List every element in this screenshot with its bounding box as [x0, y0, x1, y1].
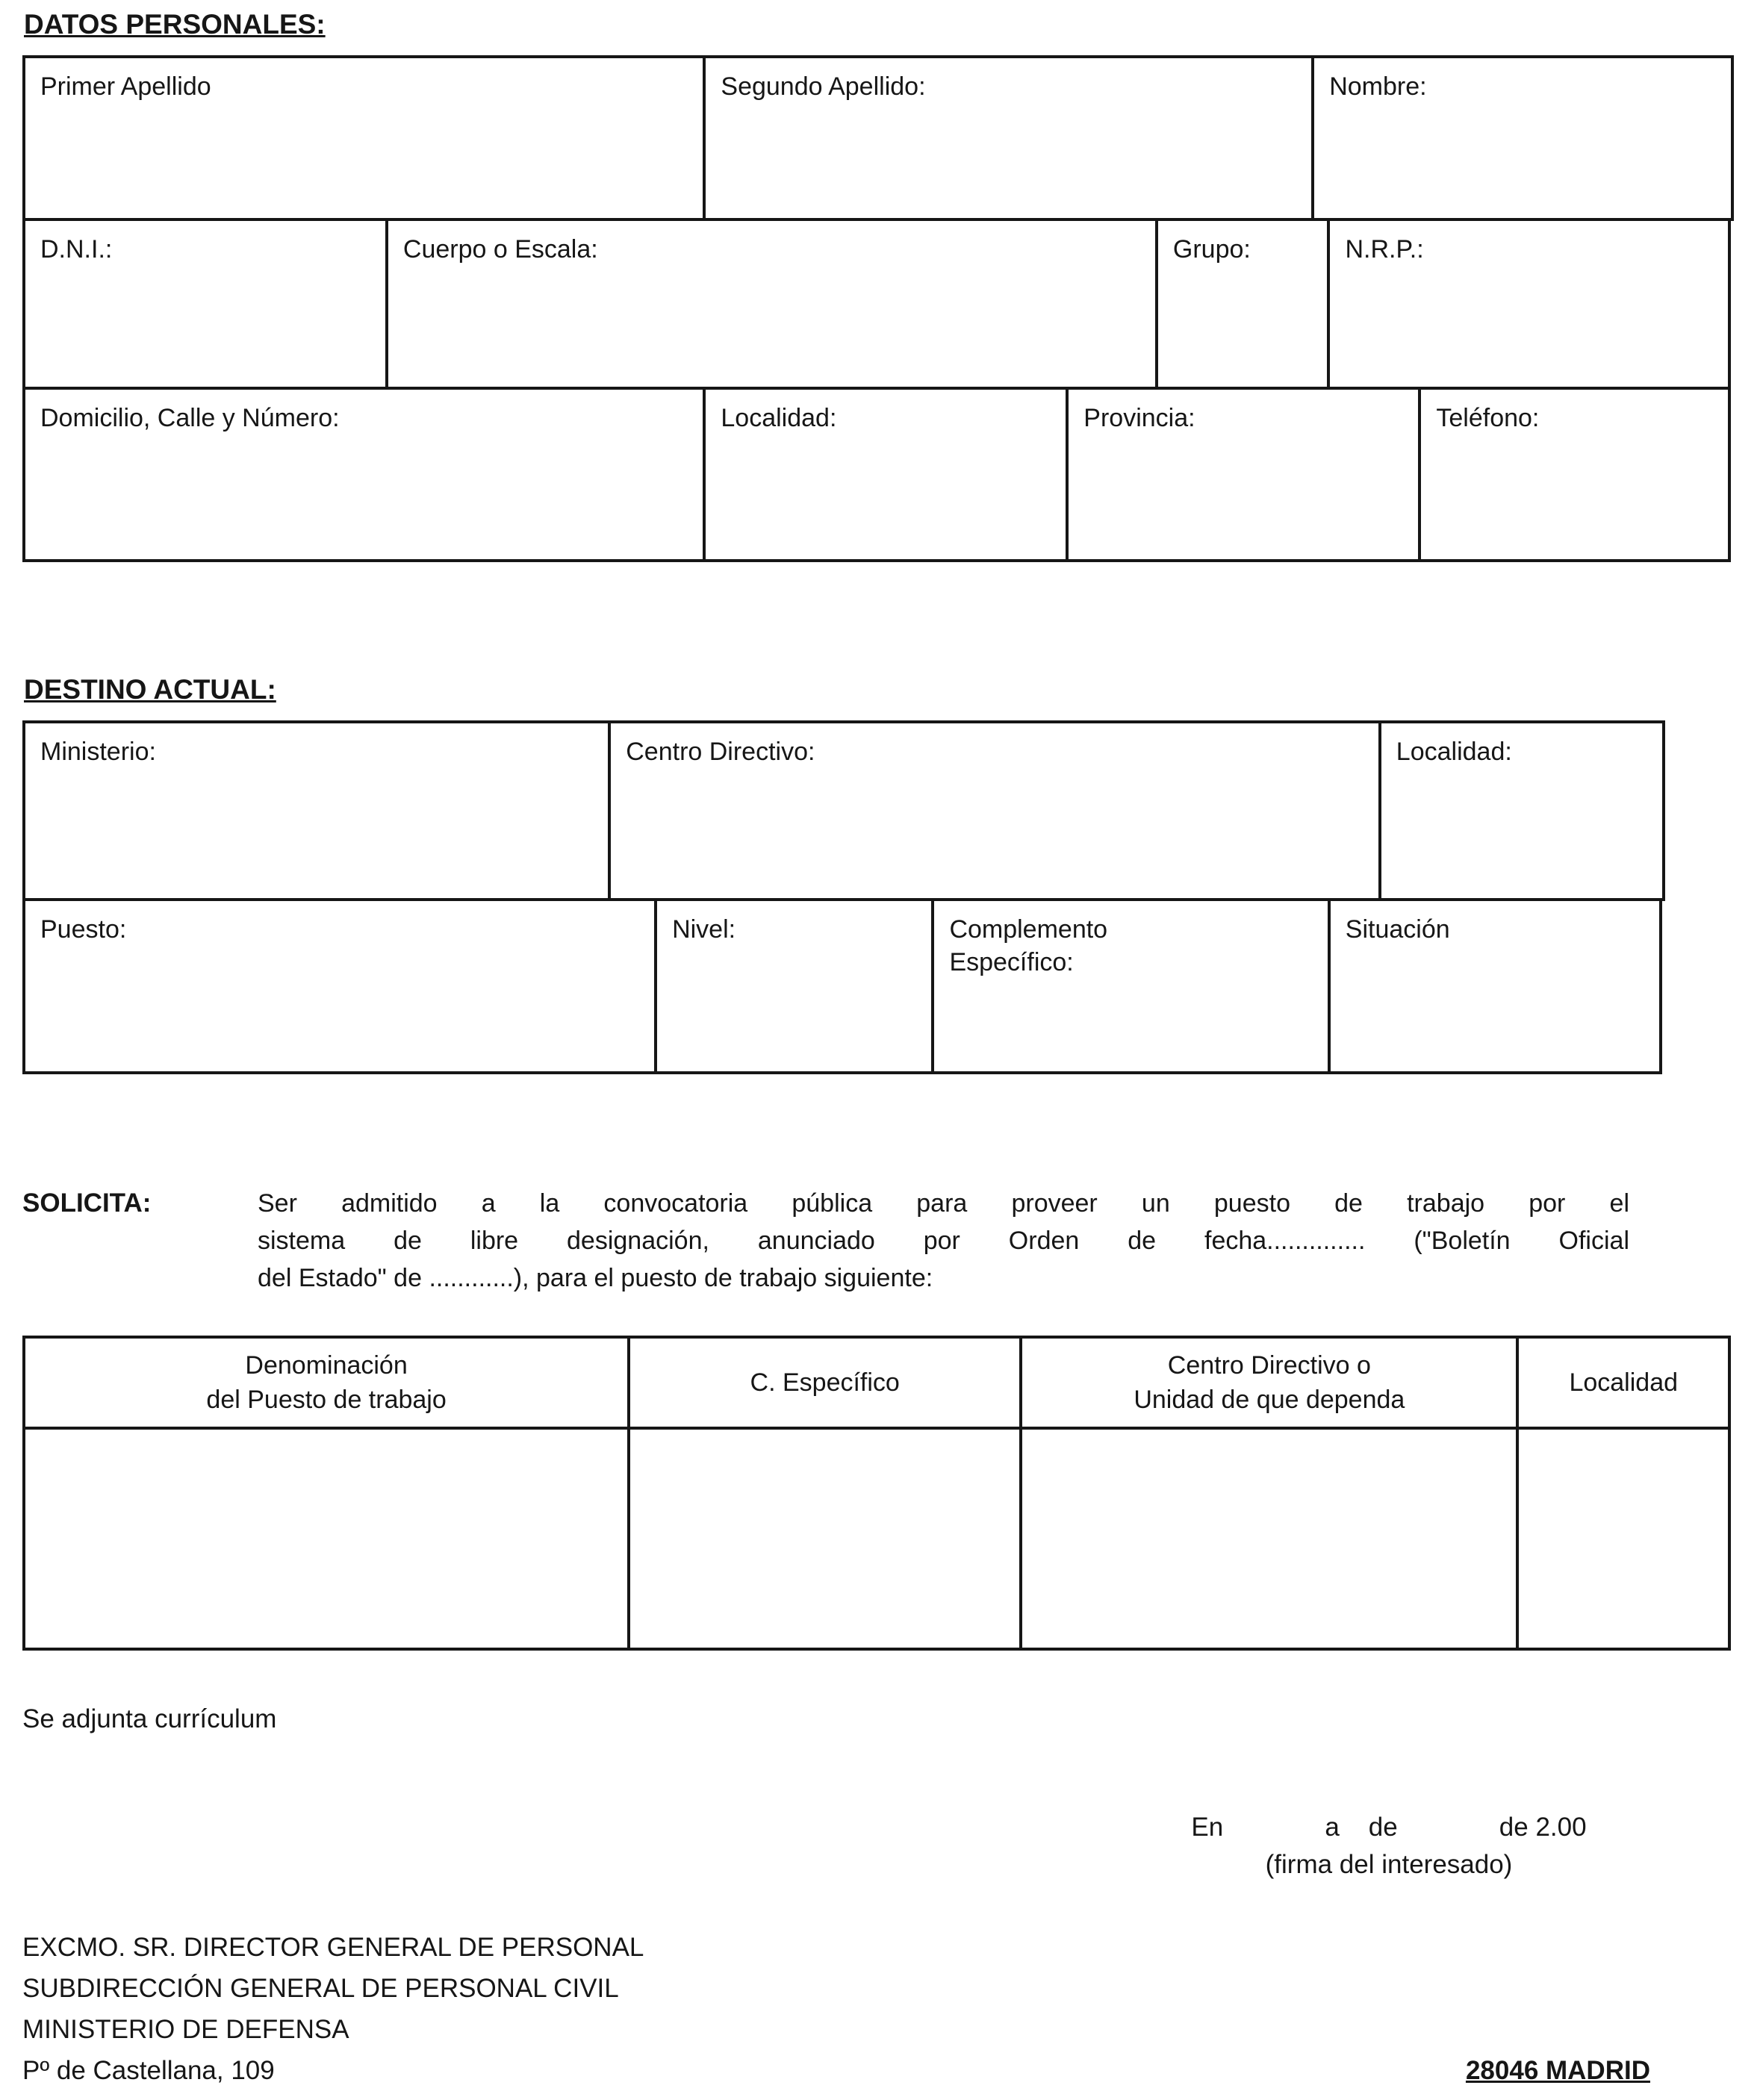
header-denominacion-line2: del Puesto de trabajo — [206, 1386, 447, 1414]
solicita-body — [258, 1185, 1629, 1297]
destino-actual-table — [22, 720, 1671, 1074]
field-label-complemento-line1: Complemento — [949, 915, 1108, 944]
cell-localidad — [703, 387, 1069, 562]
field-label-nombre: Nombre: — [1329, 72, 1427, 101]
header-localidad-label: Localidad — [1569, 1368, 1679, 1397]
field-label-localidad: Localidad: — [721, 404, 837, 432]
signature-date-line: En a de de 2.00 — [1191, 1813, 1587, 1842]
footer-line-ministerio: MINISTERIO DE DEFENSA — [22, 2015, 349, 2044]
cell-situacion — [1328, 898, 1662, 1074]
cell-puesto — [22, 898, 657, 1074]
cell-telefono — [1418, 387, 1731, 562]
table-body-row — [22, 1427, 1740, 1651]
solicita-section — [22, 1185, 1740, 1297]
cell-primer-apellido — [22, 55, 706, 221]
field-label-provincia: Provincia: — [1083, 404, 1195, 432]
field-label-ministerio: Ministerio: — [40, 738, 156, 766]
header-centro-directivo-line1: Centro Directivo o — [1167, 1351, 1371, 1380]
cell-centro-directivo — [608, 720, 1381, 901]
footer-line-director: EXCMO. SR. DIRECTOR GENERAL DE PERSONAL — [22, 1933, 644, 1962]
field-label-centro-directivo: Centro Directivo: — [626, 738, 815, 766]
header-c-especifico — [627, 1336, 1022, 1430]
signature-block — [1105, 1809, 1673, 1884]
field-label-cuerpo-escala: Cuerpo o Escala: — [402, 235, 598, 264]
solicita-label: SOLICITA: — [22, 1188, 152, 1218]
field-label-segundo-apellido: Segundo Apellido: — [721, 72, 926, 101]
header-localidad — [1516, 1336, 1731, 1430]
header-denominacion-line1: Denominación — [245, 1351, 408, 1380]
solicita-line: sistema de libre designación, anunciado por Orden de fecha.............. ("Boletín Oficial — [258, 1227, 1629, 1255]
cell-grupo — [1155, 218, 1331, 390]
section-heading-datos-personales: DATOS PERSONALES: — [24, 9, 326, 40]
header-centro-directivo — [1019, 1336, 1519, 1430]
field-label-domicilio: Domicilio, Calle y Número: — [40, 404, 340, 432]
cell-domicilio — [22, 387, 706, 562]
field-label-telefono: Teléfono: — [1436, 404, 1540, 432]
datos-personales-table — [22, 55, 1740, 562]
cell-provincia — [1066, 387, 1421, 562]
empty-cell-c-especifico — [627, 1427, 1022, 1651]
cell-nivel — [654, 898, 934, 1074]
field-label-primer-apellido: Primer Apellido — [40, 72, 211, 101]
cell-ministerio — [22, 720, 611, 901]
cell-destino-localidad — [1378, 720, 1665, 901]
footer-address-block — [22, 1927, 1740, 2091]
table-row — [22, 387, 1740, 562]
cell-complemento-especifico — [931, 898, 1330, 1074]
cell-segundo-apellido — [703, 55, 1314, 221]
table-row — [22, 720, 1671, 901]
cell-nrp — [1327, 218, 1731, 390]
postal-code: 28046 MADRID — [1465, 2056, 1650, 2085]
table-row — [22, 898, 1671, 1074]
spacer — [22, 1074, 1740, 1185]
field-label-complemento-line2: Específico: — [949, 948, 1074, 976]
table-row — [22, 55, 1740, 221]
empty-cell-centro-directivo — [1019, 1427, 1519, 1651]
signature-caption: (firma del interesado) — [1265, 1850, 1513, 1879]
footer-line-address — [22, 2050, 1740, 2091]
empty-cell-denominacion — [22, 1427, 630, 1651]
footer-line-subdireccion: SUBDIRECCIÓN GENERAL DE PERSONAL CIVIL — [22, 1974, 619, 2003]
header-c-especifico-label: C. Específico — [750, 1368, 900, 1397]
field-label-nivel: Nivel: — [672, 915, 736, 944]
header-centro-directivo-line2: Unidad de que dependa — [1134, 1386, 1405, 1414]
empty-cell-localidad — [1516, 1427, 1731, 1651]
puestos-table — [22, 1336, 1740, 1651]
solicita-line: Ser admitido a la convocatoria pública para proveer un puesto de trabajo por el — [258, 1189, 1629, 1218]
cell-dni — [22, 218, 388, 390]
header-denominacion — [22, 1336, 630, 1430]
attachment-note: Se adjunta currículum — [22, 1704, 277, 1733]
field-label-destino-localidad: Localidad: — [1396, 738, 1512, 766]
spacer — [22, 562, 1740, 674]
table-row — [22, 218, 1740, 390]
cell-nombre — [1311, 55, 1734, 221]
field-label-situacion: Situación — [1345, 915, 1450, 944]
solicita-line: del Estado" de ............), para el puesto de trabajo siguiente: — [258, 1264, 933, 1292]
field-label-dni: D.N.I.: — [40, 235, 113, 264]
field-label-puesto: Puesto: — [40, 915, 127, 944]
cell-cuerpo-escala — [385, 218, 1158, 390]
table-header-row — [22, 1336, 1740, 1430]
spacer — [22, 1297, 1740, 1336]
field-label-nrp: N.R.P.: — [1345, 235, 1424, 264]
field-label-grupo: Grupo: — [1172, 235, 1251, 264]
footer-street: Pº de Castellana, 109 — [22, 2056, 275, 2085]
section-heading-destino-actual: DESTINO ACTUAL: — [24, 674, 276, 705]
